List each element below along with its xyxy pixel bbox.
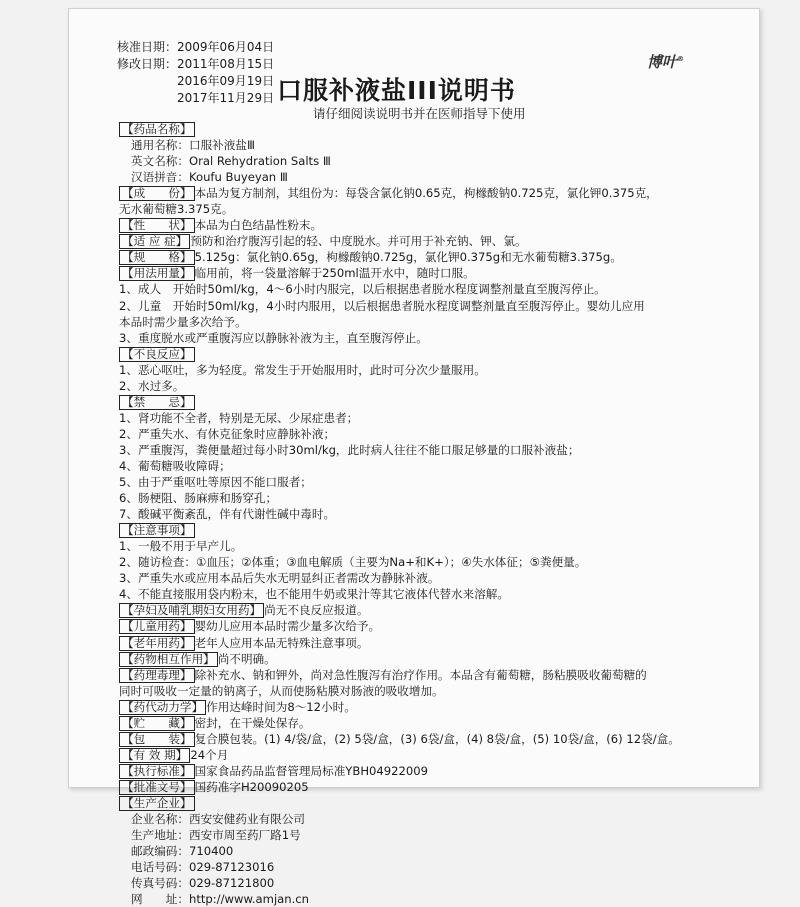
dosage-severe: 3、重度脱水或严重腹泻应以静脉补液为主，直至腹泻停止。 (119, 330, 428, 345)
section-drug-name: 【药品名称】 (119, 121, 749, 137)
section-standard: 【执行标准】 国家食品药品监督管理局标准YBH04922009 (119, 763, 749, 779)
company-website: 网 址：http://www.amjan.cn (131, 892, 310, 907)
dosage-adult: 1、成人 开始时50ml/kg，4～6小时内服完，以后根据患者脱水程度调整剂量直至腹泻停止。 (119, 282, 606, 297)
registered-mark: ® (677, 55, 685, 63)
date-block (117, 39, 274, 107)
section-approval: 【批准文号】 国药准字H20090205 (119, 779, 749, 795)
precaution-item: 1、一般不用于早产儿。 (119, 539, 243, 554)
company-phone: 电话号码：029-87123016 (131, 860, 275, 875)
document-subtitle: 请仔细阅读说明书并在医师指导下使用 (313, 106, 526, 121)
section-validity: 【有 效 期】 24个月 (119, 747, 749, 763)
section-elderly: 【老年用药】 老年人应用本品无特殊注意事项。 (119, 635, 749, 651)
contra-item: 3、严重腹泻，粪便量超过每小时30ml/kg，此时病人往往不能口服足够量的口服补液盐； (119, 442, 580, 457)
logo-text: 博叶 (647, 53, 678, 71)
contra-item: 7、酸碱平衡紊乱，伴有代谢性碱中毒时。 (119, 507, 336, 522)
adverse-item: 2、水过多。 (119, 378, 185, 393)
english-name: 英文名称：Oral Rehydration Salts Ⅲ (131, 154, 331, 169)
date-revision-2: 2016年09月19日 (177, 74, 275, 88)
section-pk: 【药代动力学】 作用达峰时间为8～12小时。 (119, 699, 749, 715)
leaflet-body (119, 121, 749, 907)
dosage-child: 2、儿童 开始时50ml/kg，4小时内服用，以后根据患者脱水程度调整剂量直至腹泻停止。婴幼儿应用 (119, 298, 645, 313)
company-address: 生产地址：西安市周至药厂路1号 (131, 828, 301, 843)
section-dosage: 【用法用量】 临用前，将一袋量溶解于250ml温开水中，随时口服。 (119, 265, 749, 281)
contra-item: 1、肾功能不全者，特别是无尿、少尿症患者； (119, 410, 359, 425)
date-revision-3: 2017年11月29日 (177, 91, 275, 105)
section-manufacturer: 【生产企业】 (119, 795, 749, 811)
section-children: 【儿童用药】 婴幼儿应用本品时需少量多次给予。 (119, 618, 749, 634)
adverse-item: 1、恶心呕吐，多为轻度。常发生于开始服用时，此时可分次少量服用。 (119, 362, 486, 377)
company-postcode: 邮政编码：710400 (131, 844, 234, 859)
precaution-item: 2、随访检查：①血压；②体重；③血电解质（主要为Na+和K+）；④失水体征；⑤粪便量。 (119, 555, 587, 570)
section-package: 【包 装】 复合膜包装。(1) 4/袋/盒，(2) 5袋/盒，(3) 6袋/盒，(4) 8袋/盒，(5) 10袋/盒，(6) 12袋/盒。 (119, 731, 749, 747)
contra-item: 2、严重失水、有休克征象时应静脉补液； (119, 426, 336, 441)
section-pharmacology: 【药理毒理】 除补充水、钠和钾外，尚对急性腹泻有治疗作用。本品含有葡萄糖，肠粘膜吸收葡萄糖的 (119, 667, 749, 683)
section-adverse: 【不良反应】 (119, 346, 749, 362)
section-pregnancy: 【孕妇及哺乳期妇女用药】 尚无不良反应报道。 (119, 602, 749, 618)
section-spec: 【规 格】 5.125g：氯化钠0.65g，枸橼酸钠0.725g，氯化钾0.375g和无水葡萄糖3.375g。 (119, 249, 749, 265)
section-appearance: 【性 状】 本品为白色结晶性粉末。 (119, 217, 749, 233)
section-precautions: 【注意事项】 (119, 522, 749, 538)
company-name: 企业名称：西安安健药业有限公司 (131, 812, 305, 827)
contra-item: 5、由于严重呕吐等原因不能口服者； (119, 475, 312, 490)
dosage-child-cont: 本品时需少量多次给予。 (119, 314, 247, 329)
document-title: 口服补液盐III说明书 (277, 76, 516, 105)
section-contraindications: 【禁 忌】 (119, 394, 749, 410)
date-approval: 核准日期：2009年06月04日 (117, 40, 275, 54)
leaflet-sheet (68, 8, 760, 907)
date-revision: 修改日期：2011年08月15日 (117, 57, 275, 71)
pharmacology-line2: 同时可吸收一定量的钠离子，从而使肠粘膜对肠液的吸收增加。 (119, 683, 444, 698)
pinyin-name: 汉语拼音：Koufu Buyeyan Ⅲ (131, 170, 288, 185)
section-composition: 【成 份】 本品为复方制剂，其组份为：每袋含氯化钠0.65克，枸橼酸钠0.725克，氯化钾0.375克， (119, 185, 749, 201)
precaution-item: 4、不能直接服用袋内粉末，也不能用牛奶或果汁等其它液体代替水来溶解。 (119, 587, 509, 602)
section-storage: 【贮 藏】 密封，在干燥处保存。 (119, 715, 749, 731)
precaution-item: 3、严重失水或应用本品后失水无明显纠正者需改为静脉补液。 (119, 571, 440, 586)
composition-line2: 无水葡萄糖3.375克。 (119, 202, 234, 217)
contra-item: 6、肠梗阻、肠麻痹和肠穿孔； (119, 491, 278, 506)
section-interaction: 【药物相互作用】 尚不明确。 (119, 651, 749, 667)
brand-logo (647, 51, 684, 72)
section-indications: 【适 应 症】 预防和治疗腹泻引起的轻、中度脱水。并可用于补充钠、钾、氯。 (119, 233, 749, 249)
company-fax: 传真号码：029-87121800 (131, 876, 275, 891)
generic-name: 通用名称：口服补液盐Ⅲ (131, 138, 255, 153)
contra-item: 4、葡萄糖吸收障碍； (119, 458, 231, 473)
